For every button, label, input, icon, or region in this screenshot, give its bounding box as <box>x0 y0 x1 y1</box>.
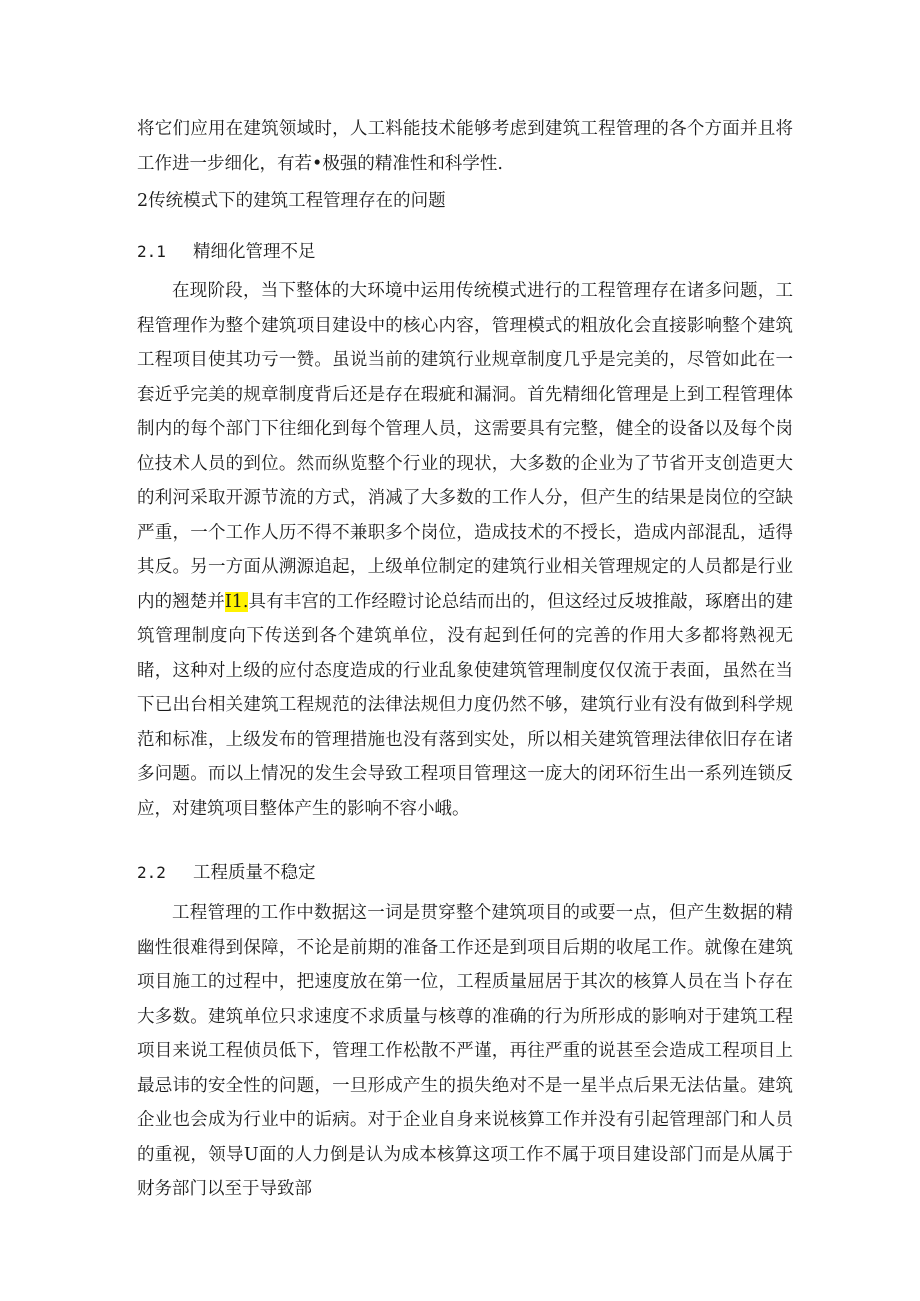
section-2-2-title: 工程质量不稳定 <box>193 863 316 883</box>
section-2-1-title: 精细化管理不足 <box>193 242 316 262</box>
section-2-1-text-before: 在现阶段，当下整体的大环境中运用传统模式进行的工程管理存在诸多问题，工程管理作为整个建筑项目建设中的核心内容，管理模式的粗放化会直接影响整个建筑工程项目使其功亏一赞。虽说当前的建筑行业规章制度几乎是完美的，尽管如此在一套近乎完美的规章制度背后还是存在瑕疵和漏洞。首先精细化管理是上到工程管理体制内的每个部门下往细化到每个管理人员，这需要具有完整，健全的设备以及每个岗位技术人员的到位。然而纵览整个行业的现状，大多数的企业为了节省开支创造更大的利河采取开源节流的方式，消减了大多数的工作人分，但产生的结果是岗位的空缺严重，一个工作人历不得不兼职多个岗位，造成技术的不授长，造成内部混乱，适得其反。另一方面从溯源追起，上级单位制定的建筑行业相关管理规定的人员都是行业内的翘楚并 <box>137 281 793 612</box>
section-2-2-number: 2.2 <box>137 863 166 882</box>
intro-paragraph: 将它们应用在建筑领域时，人工料能技术能够考虑到建筑工程管理的各个方面并且将工作进一步细化，有若•极强的精准性和科学性. <box>137 119 793 174</box>
section-2-2-heading <box>137 858 316 888</box>
section-2-1-number: 2.1 <box>137 242 166 261</box>
section-2-heading: 2传统模式下的建筑工程管理存在的问题 <box>137 191 446 211</box>
section-2-1-paragraph <box>137 274 793 826</box>
section-2-1-text-after: 具有丰宫的工作经瞪讨论总结而出的，但这经过反坡推敲，琢磨出的建筑管理制度向下传送到各个建筑单位，没有起到任何的完善的作用大多都将熟视无睹，这种对上级的应付态度造成的行业乱象使建筑管理制度仅仅流于表面，虽然在当下已出台相关建筑工程规范的法律法规但力度仍然不够，建筑行业有没有做到科学规范和标准，上级发布的管理措施也没有落到实处，所以相关建筑管理法律依旧存在诸多问题。而以上情况的发生会导致工程项目管理这一庞大的闭环衍生出一系列连锁反应，对建筑项目整体产生的影响不容小峨。 <box>137 591 794 819</box>
highlighted-text: I1. <box>224 591 249 612</box>
section-2-2-paragraph: 工程管理的工作中数据这一词是贯穿整个建筑项目的或要一点，但产生数据的精幽性很难得到保障，不论是前期的准备工作还是到项目后期的收尾工作。就像在建筑项目施工的过程中，把速度放在第一位，工程质量屈居于其次的核算人员在当卜存在大多数。建筑单位只求速度不求质量与核尊的准确的行为所形成的影响对于建筑工程项目来说工程侦员低下，管理工作松散不严谨，再往严重的说甚至会造成工程项目上最忌讳的安全性的问题，一旦形成产生的损失绝对不是一星半点后果无法估量。建筑企业也会成为行业中的诟病。对于企业自身来说核算工作并没有引起管理部门和人员的重视，领导U面的人力倒是认为成本核算这项工作不属于项目建设部门而是从属于财务部门以至于导致部 <box>137 903 793 1199</box>
section-2-1-heading <box>137 237 316 267</box>
